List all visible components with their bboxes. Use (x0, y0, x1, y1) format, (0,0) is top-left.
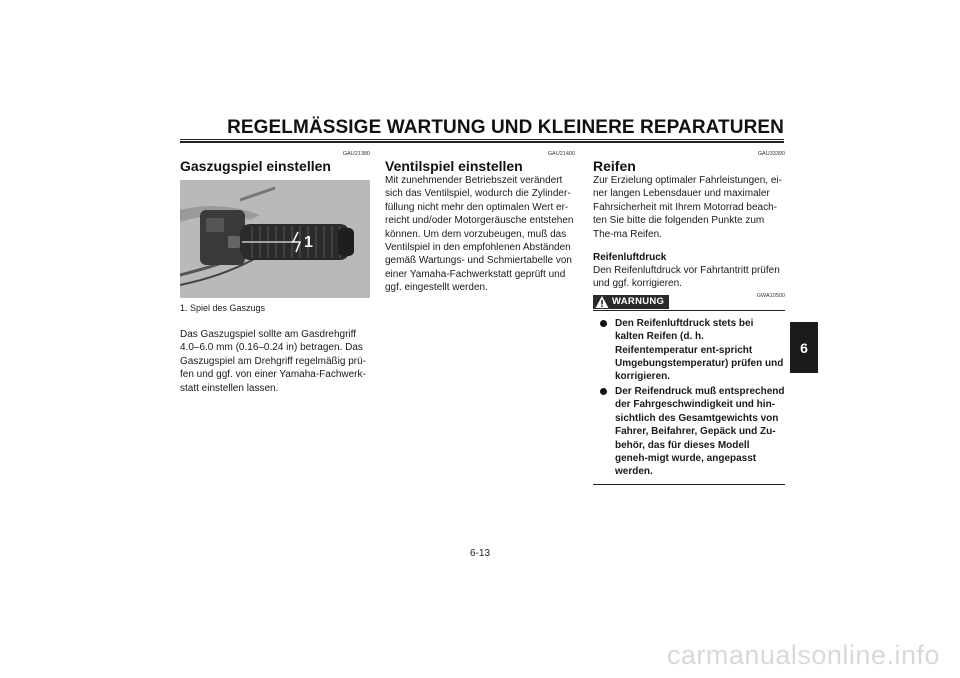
warning-triangle-icon (595, 295, 609, 309)
warning-item-text: Der Reifendruck muß entsprechend der Fahrgeschwindigkeit und hin-sichtlich des Gesamtgewichts von Fahrer, Beifahrer, Gepäck und Zu-behör, das für dieses Modell geneh-migt wurde, angepasst werden. (615, 385, 785, 478)
warning-list (593, 317, 785, 479)
warning-rule (593, 310, 785, 311)
page-header-title: REGELMÄSSIGE WARTUNG UND KLEINERE REPARATUREN (227, 117, 784, 138)
section-code: GAU21400 (547, 151, 575, 157)
warning-label: WARNUNG (612, 296, 665, 308)
chapter-tab: 6 (790, 322, 818, 373)
warning-code: GWA10500 (756, 292, 785, 299)
warning-end-rule (593, 484, 785, 485)
subsection-heading: Reifenluftdruck (593, 252, 667, 264)
section-body: Mit zunehmender Betriebszeit verändert sich das Ventilspiel, wodurch die Zylinder-füllung nicht mehr den optimalen Wert er-reicht und/oder Motorgeräusche entstehen können. Um dem vorzubeugen, muß das Ventilspiel in den empfohlenen Abständen gemäß Wartungs- und Schmiertabelle von einer Yamaha-Fachwerkstatt geprüft und ggf. eingestellt werden. (385, 175, 574, 294)
photo-caption: 1. Spiel des Gaszugs (180, 303, 266, 313)
section-heading: Reifen (593, 158, 636, 174)
warning-item (593, 317, 785, 384)
watermark: carmanualsonline.info (666, 640, 940, 670)
photo-callout-label: 1 (304, 234, 313, 251)
section-valve-clearance (385, 150, 575, 295)
section-heading: Gaszugspiel einstellen (180, 158, 331, 174)
page-number: 6-13 (469, 548, 490, 559)
section-heading: Ventilspiel einstellen (385, 158, 523, 174)
section-throttle-cable (180, 150, 370, 395)
section-code: GAU33390 (757, 151, 785, 157)
warning-badge (593, 295, 669, 309)
bullet-icon (600, 320, 607, 327)
subsection-body: Den Reifenluftdruck vor Fahrtantritt prüfen und ggf. korrigieren. (593, 265, 780, 290)
section-tires (593, 150, 785, 485)
header-rule (180, 139, 784, 143)
warning-item-text: Den Reifenluftdruck stets bei kalten Reifen (d. h. Reifentemperatur ent-spricht Umgebungstemperatur) prüfen und korrigieren. (615, 317, 784, 383)
bullet-icon (600, 388, 607, 395)
handlebar-illustration (180, 180, 370, 298)
section-intro: Zur Erzielung optimaler Fahrleistungen, ei-ner langen Lebensdauer und maximaler Fahrsicherheit mit Ihrem Motorrad beach-ten Sie bitte die folgenden Punkte zum The-ma Reifen. (593, 175, 782, 240)
section-code: GAU21380 (342, 151, 370, 157)
handlebar-photo (180, 180, 370, 298)
section-body: Das Gaszugspiel sollte am Gasdrehgriff 4.0–6.0 mm (0.16–0.24 in) betragen. Das Gaszugspiel am Drehgriff regelmäßig prü-fen und ggf. von einer Yamaha-Fachwerk-statt einstellen lassen. (180, 329, 367, 394)
warning-header (593, 292, 785, 309)
warning-item (593, 385, 785, 479)
